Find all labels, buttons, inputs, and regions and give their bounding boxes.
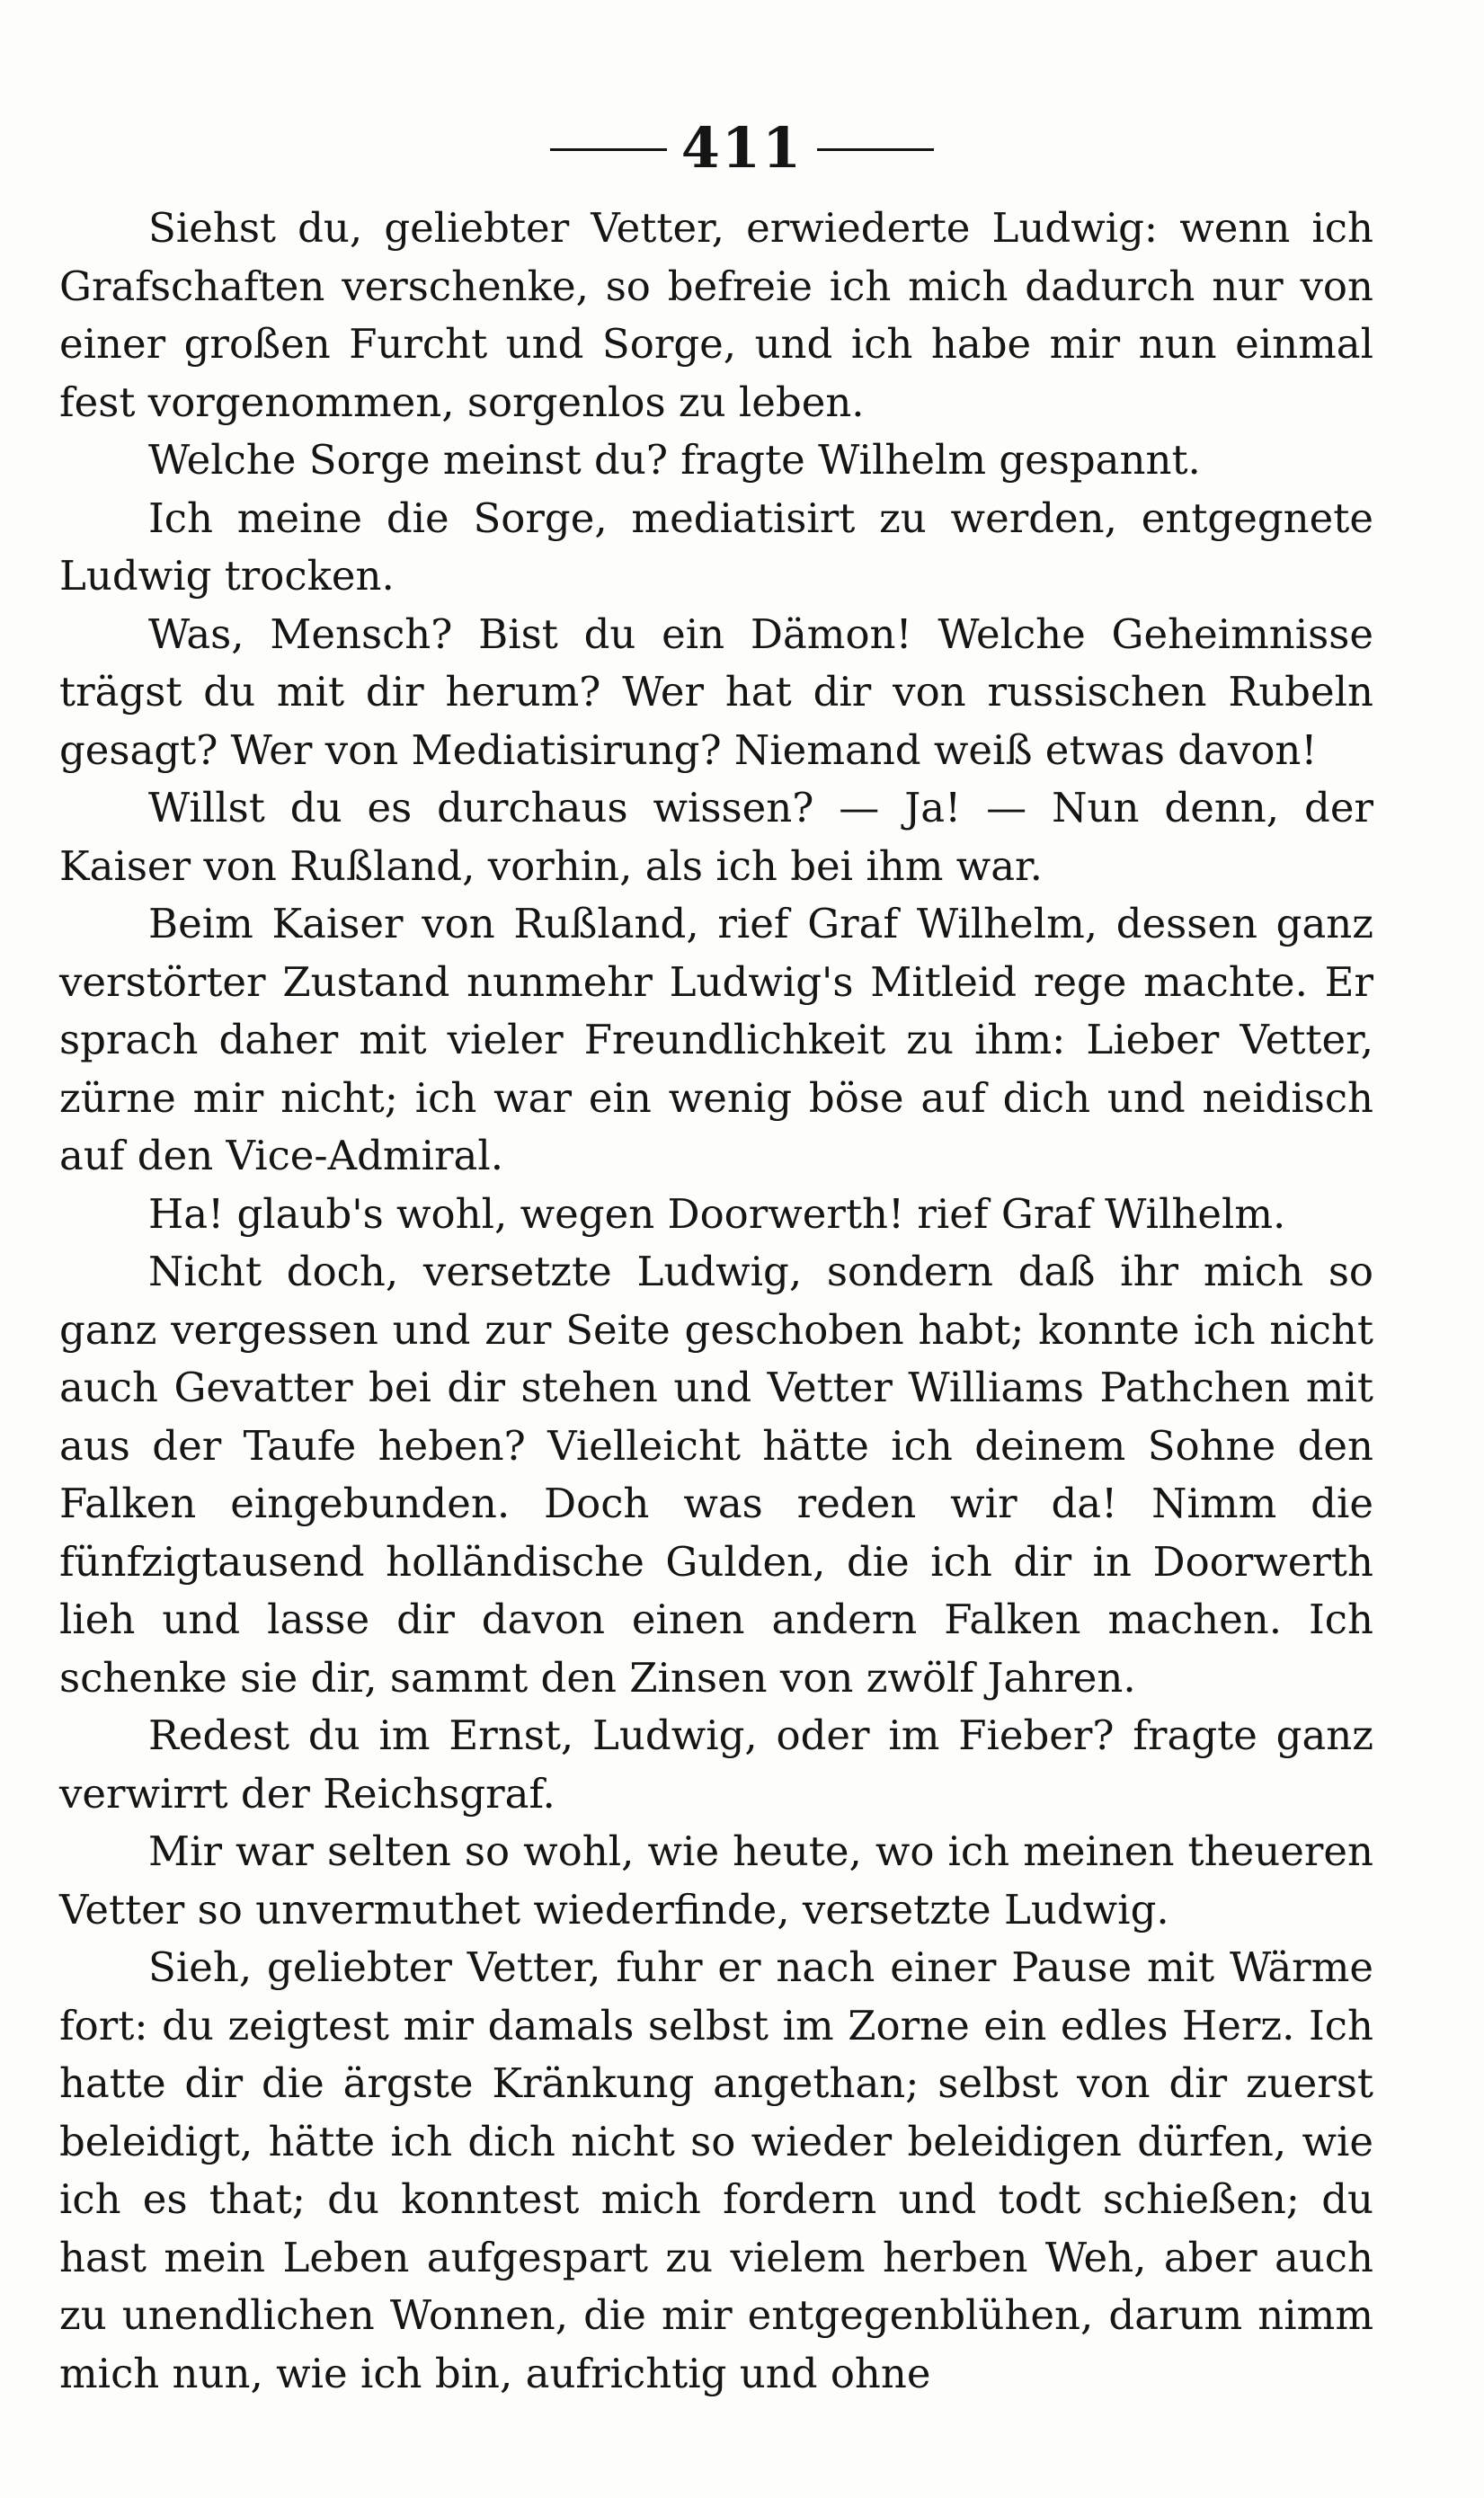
paragraph: Beim Kaiser von Rußland, rief Graf Wilhelm, dessen ganz verstörter Zustand nunmehr Ludwig's Mitleid rege machte. Er sprach daher mit vieler Freundlichkeit zu ihm: Lieber Vetter, zürne mir nicht; ich war ein wenig böse auf dich und neidisch auf den Vice-Admiral. — [59, 900, 1373, 1179]
paragraph: Nicht doch, versetzte Ludwig, sondern daß ihr mich so ganz vergessen und zur Seite geschoben habt; konnte ich nicht auch Gevatter bei dir stehen und Vetter Williams Pathchen mit aus der Taufe heben? Vielleicht hätte ich deinem Sohne den Falken eingebunden. Doch was reden wir da! Nimm die fünfzigtausend holländische Gulden, die ich dir in Doorwerth lieh und lasse dir davon einen andern Falken machen. Ich schenke sie dir, sammt den Zinsen von zwölf Jahren. — [59, 1248, 1373, 1702]
page-number: 411 — [680, 115, 804, 181]
body-text — [59, 200, 1373, 2403]
paragraph: Siehst du, geliebter Vetter, erwiederte Ludwig: wenn ich Grafschaften verschenke, so befreie ich mich dadurch nur von einer großen Furcht und Sorge, und ich habe mir nun einmal fest vorgenommen, sorgenlos zu leben. — [59, 204, 1373, 426]
page-header — [0, 115, 1484, 181]
paragraph: Sieh, geliebter Vetter, fuhr er nach einer Pause mit Wärme fort: du zeigtest mir damals selbst im Zorne ein edles Herz. Ich hatte dir die ärgste Kränkung angethan; selbst von dir zuerst beleidigt, hätte ich dich nicht so wieder beleidigen dürfen, wie ich es that; du konntest mich fordern und todt schießen; du hast mein Leben aufgespart zu vielem herben Weh, aber auch zu unendlichen Wonnen, die mir entgegenblühen, darum nimm mich nun, wie ich bin, aufrichtig und ohne — [59, 1943, 1373, 2397]
paragraph: Ha! glaub's wohl, wegen Doorwerth! rief Graf Wilhelm. — [148, 1189, 1286, 1238]
paragraph: Welche Sorge meinst du? fragte Wilhelm gespannt. — [148, 436, 1201, 484]
header-rule-left — [550, 148, 667, 151]
paragraph: Mir war selten so wohl, wie heute, wo ich meinen theueren Vetter so unvermuthet wiederfinde, versetzte Ludwig. — [59, 1827, 1373, 1934]
paragraph: Was, Mensch? Bist du ein Dämon! Welche Geheimnisse trägst du mit dir herum? Wer hat dir von russischen Rubeln gesagt? Wer von Mediatisirung? Niemand weiß etwas davon! — [59, 609, 1373, 774]
paragraph: Ich meine die Sorge, mediatisirt zu werden, entgegnete Ludwig trocken. — [59, 493, 1373, 600]
paragraph: Willst du es durchaus wissen? — Ja! — Nun denn, der Kaiser von Rußland, vorhin, als ich bei ihm war. — [59, 784, 1373, 890]
paragraph: Redest du im Ernst, Ludwig, oder im Fieber? fragte ganz verwirrt der Reichsgraf. — [59, 1711, 1373, 1818]
header-rule-right — [817, 148, 934, 151]
